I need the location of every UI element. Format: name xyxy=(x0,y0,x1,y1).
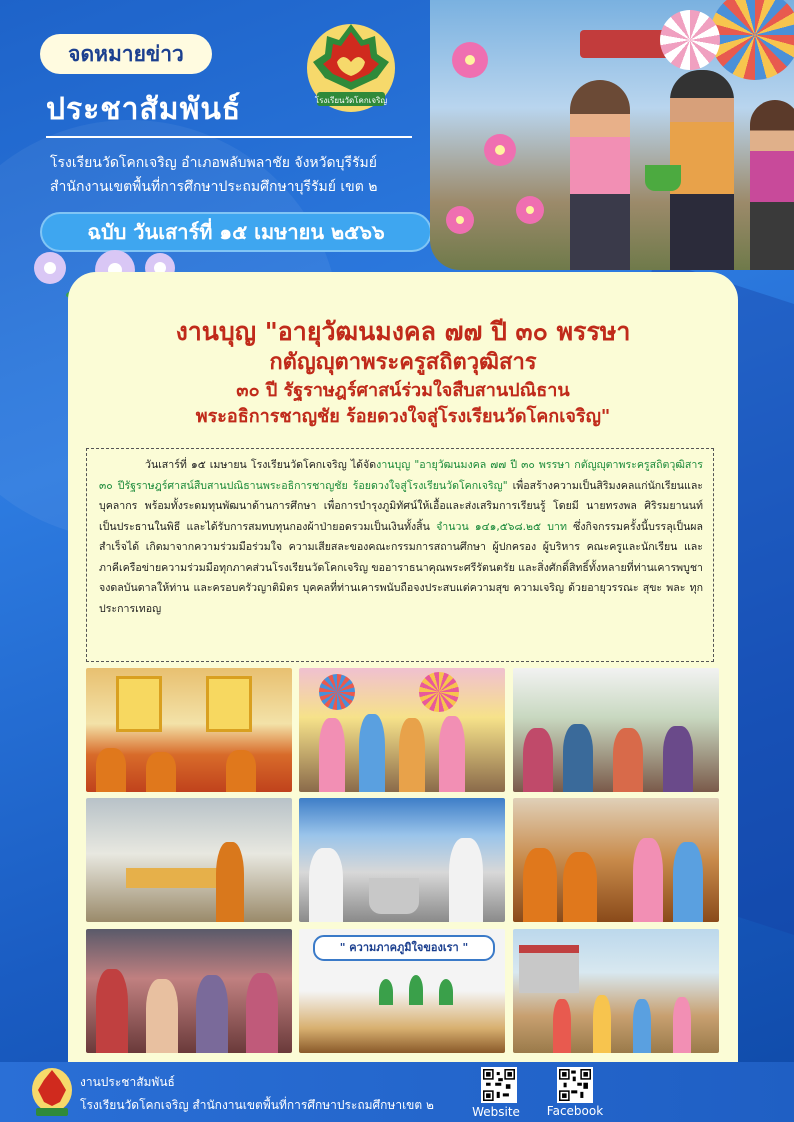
body-text-2: เพื่อสร้างความเป็นสิริมงคลแก่นักเรียนและบุคลากร พร้อมทั้งระดมทุนพัฒนาด้านการศึกษา เพื่อการบำรุงภูมิทัศน์ให้เอื้อและส่งเสริมการเรียนรู้ โดยมี นายทรงพล ศิริรมยานนท์ เป็นประธานในพิธี และได้รับการสมทบทุนกองผ้าป่ายอดรวมเป็นเงินทั้งสิ้น xyxy=(99,479,703,533)
event-photo-hall xyxy=(86,798,292,922)
logo-caption: โรงเรียนวัดโคกเจริญ xyxy=(314,96,388,105)
footer-emblem-icon xyxy=(30,1066,74,1118)
website-qr-label: Website xyxy=(472,1105,520,1119)
title-divider xyxy=(46,136,412,138)
body-text-3: ซึ่งกิจกรรมครั้งนี้บรรลุเป็นผลสำเร็จได้ เกิดมาจากความร่วมมือร่วมใจ ความเสียสละของคณะกรรมการสถานศึกษา ผู้ปกครอง ผู้บริหาร คณะครูและนักเรียน และภาคีเครือข่ายความร่วมมือทุกภาคส่วนโรงเรียนวัดโคกเจริญ ขออาราธนาคุณพระศรีรัตนตรัย และสิ่งศักดิ์สิทธิ์ทั้งหลายที่ท่านเคารพบูชา จงดลบันดาลให้ท่าน และครอบครัวญาติมิตร บุคคลที่ท่านเคารพนับถือจงประสบแต่ความสุข ความเจริญ ด้วยอายุวรรณะ สุขะ พละ ทุกประการเทอญ xyxy=(99,520,704,615)
school-line: โรงเรียนวัดโคกเจริญ อำเภอพลับพลาชัย จังหวัดบุรีรัมย์ xyxy=(50,155,377,171)
event-photo-group xyxy=(299,668,505,792)
event-photo-dance xyxy=(513,929,719,1053)
body-highlight-1: งานบุญ "อายุวัฒนมงคล ๗๗ ปี ๓๐ พรรษา กตัญญุตาพระครูสถิตวุฒิสาร ๓๐ ปีรัฐราษฎร์ศาสน์สืบสานปณิธานพระอธิการชาญชัย ร้อยดวงใจสู่โรงเรียนวัดโคกเจริญ" xyxy=(99,459,703,492)
pride-banner: " ความภาคภูมิใจของเรา " xyxy=(313,935,495,961)
article-body xyxy=(86,448,714,662)
headline-line3: ๓๐ ปี รัฐราษฎร์ศาสน์ร่วมใจสืบสานปณิธาน xyxy=(236,380,570,401)
body-text-1: วันเสาร์ที่ ๑๕ เมษายน โรงเรียนวัดโคกเจริญ ได้จัด xyxy=(145,459,377,471)
facebook-qr-label: Facebook xyxy=(546,1104,604,1118)
newsletter-label: จดหมายข่าว xyxy=(40,34,212,74)
headline-line1: งานบุญ "อายุวัฒนมงคล ๗๗ ปี ๓๐ พรรษา xyxy=(175,317,631,346)
orchid-decoration-icon xyxy=(430,20,570,240)
office-line: สำนักงานเขตพื้นที่การศึกษาประถมศึกษาบุรีรัมย์ เขต ๒ xyxy=(50,179,378,195)
event-photo-crowd xyxy=(86,929,292,1053)
event-photo-monks xyxy=(513,798,719,922)
facebook-qr-code[interactable] xyxy=(557,1067,593,1103)
body-highlight-amount: จำนวน ๑๔๑,๕๖๘.๒๕ บาท xyxy=(436,520,567,533)
headline xyxy=(68,316,738,430)
event-photo-audience xyxy=(513,668,719,792)
event-photo-display xyxy=(299,929,505,1053)
footer-department: งานประชาสัมพันธ์ xyxy=(80,1075,175,1089)
footer-school: โรงเรียนวัดโคกเจริญ สำนักงานเขตพื้นที่การศึกษาประถมศึกษาเขต ๒ xyxy=(80,1098,434,1112)
issue-date-badge: ฉบับ วันเสาร์ที่ ๑๕ เมษายน ๒๕๖๖ xyxy=(40,212,432,252)
headline-line2: กตัญญุตาพระครูสถิตวุฒิสาร xyxy=(269,350,537,375)
headline-line4: พระอธิการชาญชัย ร้อยดวงใจสู่โรงเรียนวัดโคกเจริญ" xyxy=(195,406,611,427)
event-photo-ceremony xyxy=(86,668,292,792)
page-title: ประชาสัมพันธ์ xyxy=(46,92,242,127)
event-photo-serving xyxy=(299,798,505,922)
school-emblem-icon xyxy=(303,18,399,114)
website-qr-code[interactable] xyxy=(481,1067,517,1103)
